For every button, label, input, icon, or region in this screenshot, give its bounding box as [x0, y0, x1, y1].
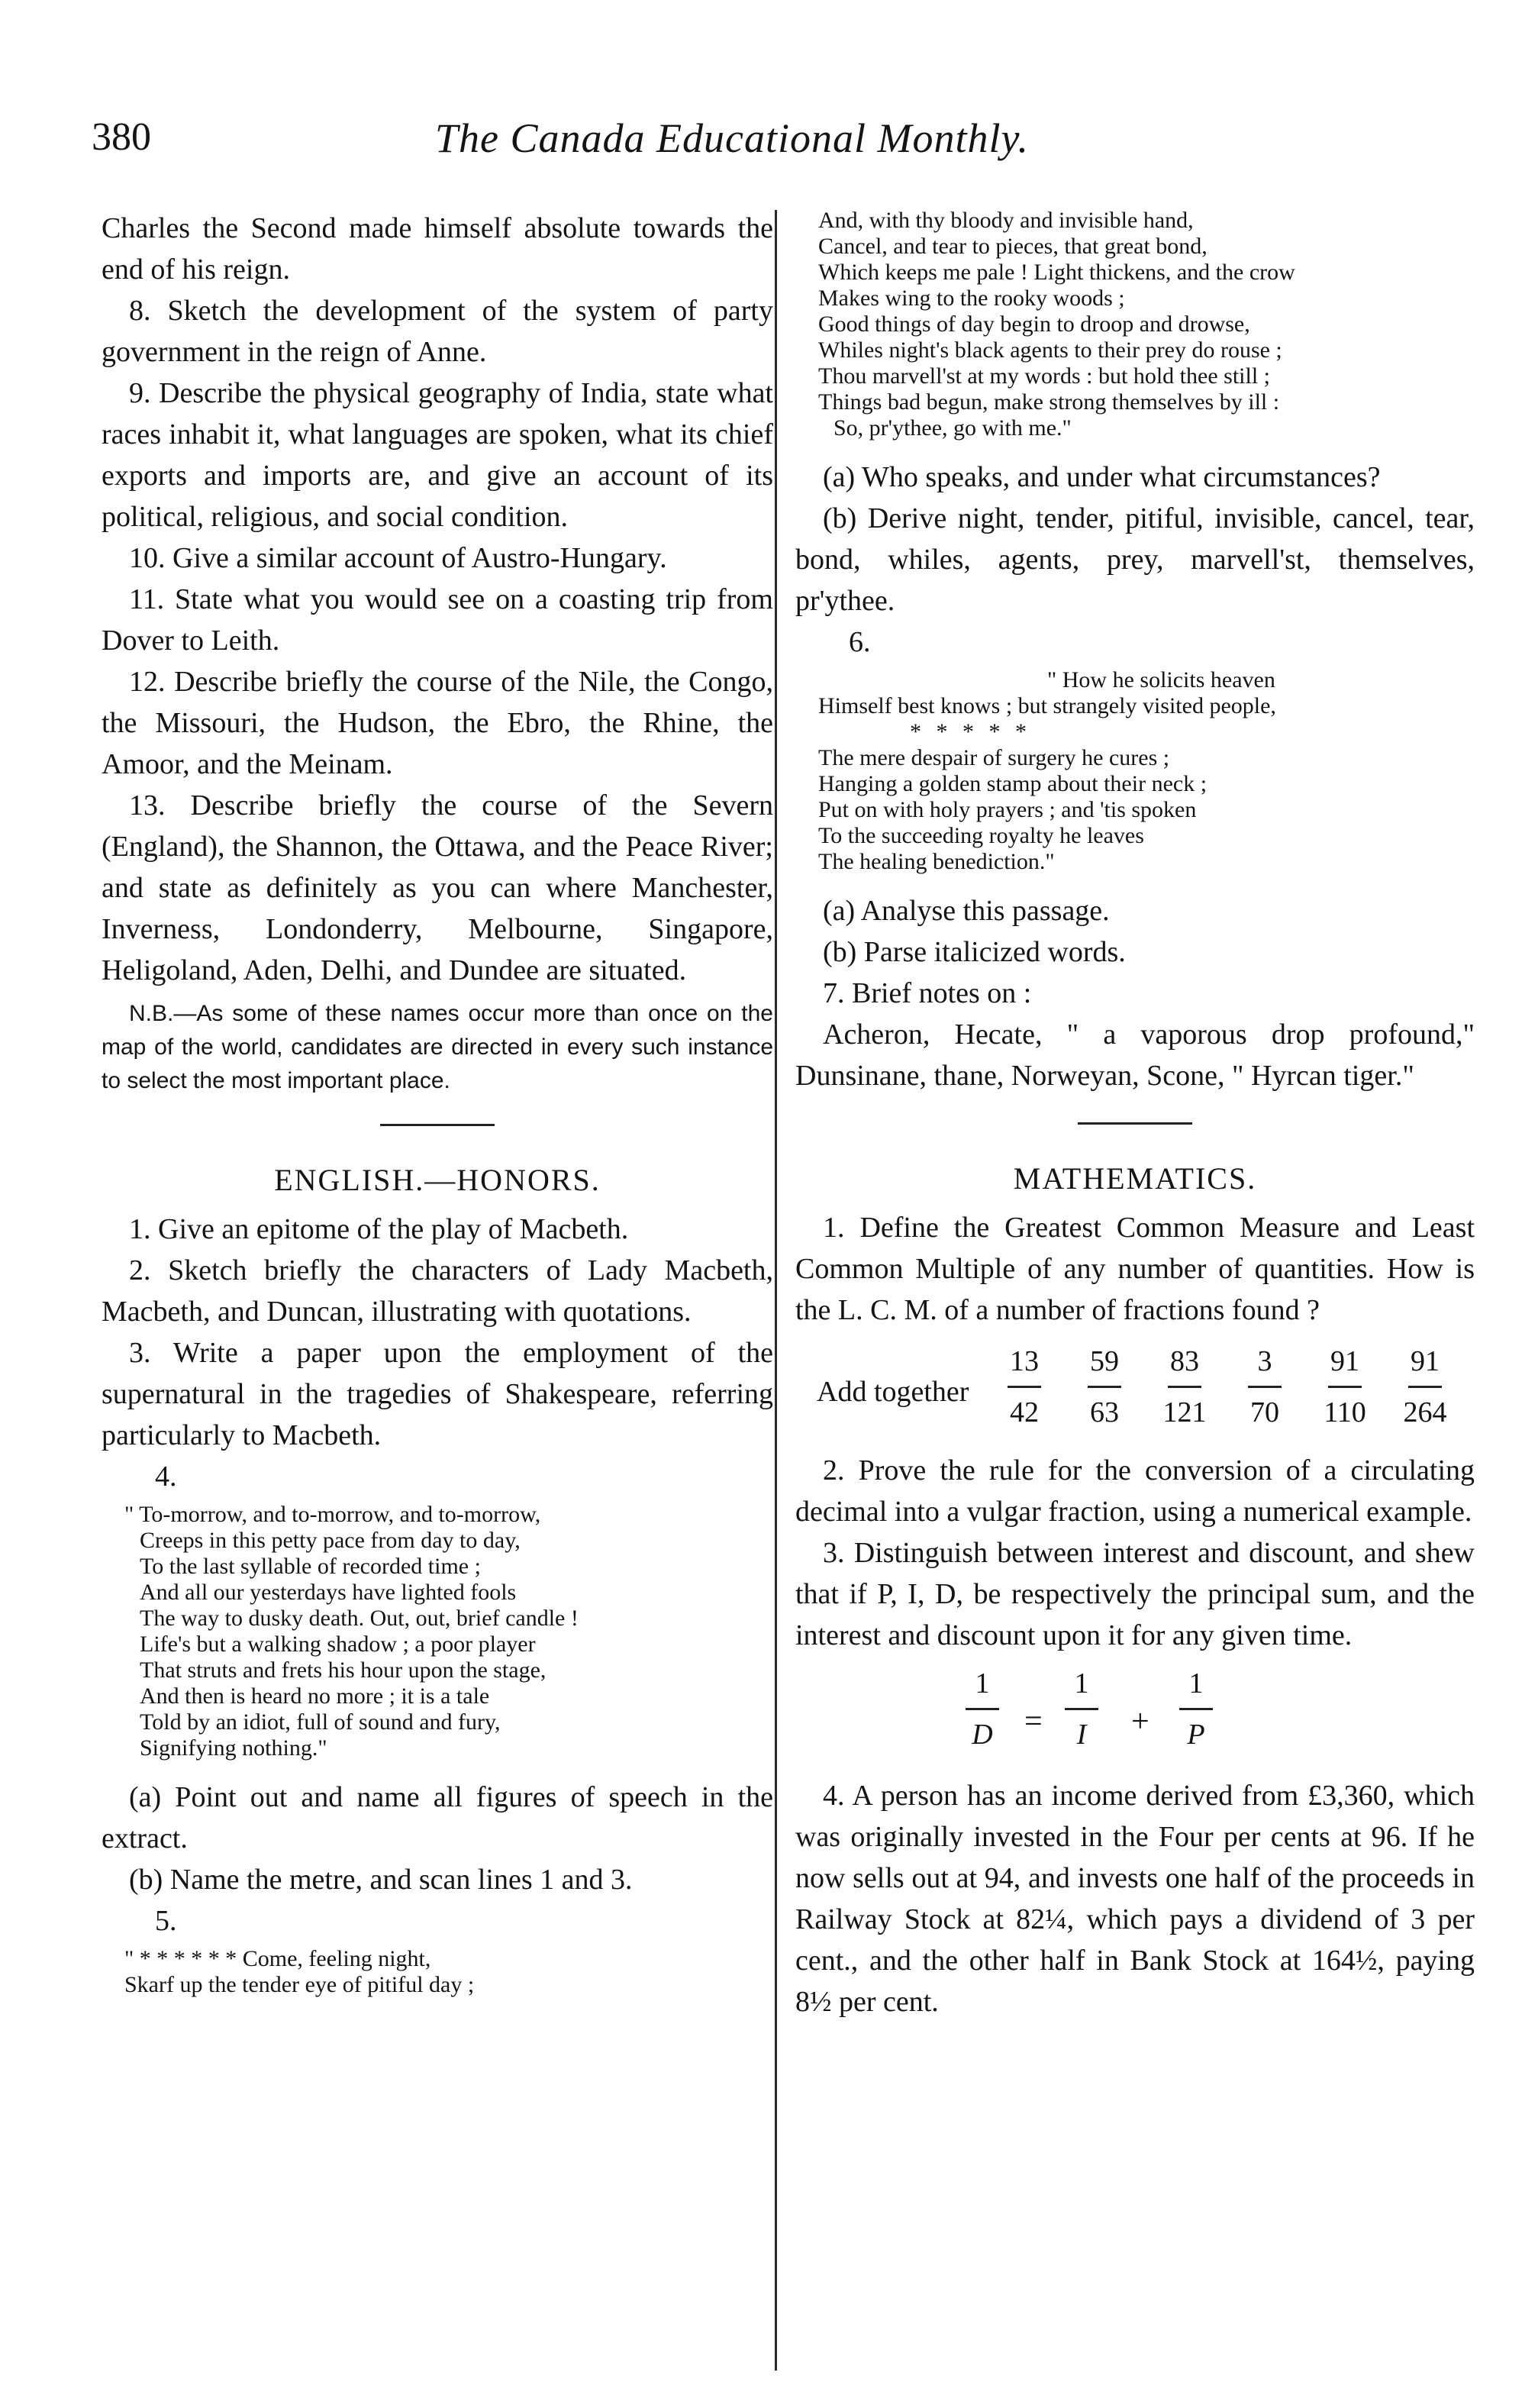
macbeth-healing-verse [795, 667, 1475, 875]
verse-line: Himself best knows ; but strangely visited people, [818, 693, 1276, 718]
mathematics-heading: MATHEMATICS. [1013, 1161, 1257, 1196]
fraction-numerator: 13 [1010, 1345, 1039, 1377]
fraction-numerator: 3 [1257, 1345, 1272, 1377]
geography-q9: 9. Describe the physical geography of India, state what races inhabit it, what languages are spoken, what its chief exports and imports are, and give an account of its political, religious, and social condition. [102, 377, 773, 533]
english-q5b: (b) Derive night, tender, pitiful, invisible, cancel, tear, bond, whiles, agents, prey, marvell'st, themselves, pr'ythee. [795, 502, 1475, 617]
english-honors-heading: ENGLISH.—HONORS. [274, 1163, 601, 1197]
macbeth-night-verse-cont [795, 208, 1475, 441]
english-q1: 1. Give an epitome of the play of Macbeth. [129, 1213, 629, 1245]
verse-line: So, pr'ythee, go with me." [833, 415, 1072, 441]
fraction-numerator: 91 [1411, 1345, 1440, 1377]
section-rule [380, 1124, 495, 1126]
geography-q11: 11. State what you would see on a coasting trip from Dover to Leith. [102, 583, 773, 657]
math-q2: 2. Prove the rule for the conversion of a circulating decimal into a vulgar fraction, using a numerical example. [795, 1454, 1475, 1528]
verse-line: And, with thy bloody and invisible hand, [818, 208, 1194, 233]
fraction-denominator: 63 [1090, 1396, 1119, 1428]
verse-line: Good things of day begin to droop and drowse, [818, 311, 1250, 337]
verse-line: The mere despair of surgery he cures ; [818, 745, 1170, 770]
fraction-numerator: 1 [975, 1667, 990, 1699]
math-q3: 3. Distinguish between interest and discount, and shew that if P, I, D, be respectively the principal sum, and the interest and discount upon it for any given time. [795, 1537, 1475, 1651]
english-q7-items: Acheron, Hecate, " a vaporous drop profound," Dunsinane, thane, Norweyan, Scone, " Hyrcan tiger." [795, 1018, 1475, 1092]
fraction [1070, 1344, 1139, 1429]
math-q1: 1. Define the Greatest Common Measure and Least Common Multiple of any number of quantities. How is the L. C. M. of a number of fractions found ? [795, 1212, 1475, 1326]
verse-line: Life's but a walking shadow ; a poor player [140, 1632, 536, 1657]
column-divider [775, 210, 777, 2371]
left-column [102, 208, 773, 1998]
fraction-numerator: 91 [1330, 1345, 1359, 1377]
english-q4a: (a) Point out and name all figures of speech in the extract. [102, 1781, 773, 1854]
fraction-denominator: 110 [1324, 1396, 1366, 1428]
verse-line: * * * * * [910, 719, 1031, 744]
macbeth-night-verse [102, 1946, 773, 1998]
fraction [1230, 1344, 1299, 1429]
verse-line: Cancel, and tear to pieces, that great bond, [818, 234, 1208, 259]
verse-line: Put on with holy prayers ; and 'tis spoken [818, 797, 1197, 822]
add-together-fractions [795, 1338, 1475, 1445]
verse-line: Things bad begun, make strong themselves by ill : [818, 389, 1280, 415]
fraction [1047, 1667, 1116, 1751]
fraction [948, 1667, 1017, 1751]
right-column [795, 208, 1475, 2022]
verse-line: Skarf up the tender eye of pitiful day ; [124, 1972, 475, 1997]
english-q6-number: 6. [849, 626, 871, 658]
verse-line: Hanging a golden stamp about their neck ; [818, 771, 1208, 796]
verse-line: Which keeps me pale ! Light thickens, and the crow [818, 260, 1295, 285]
plus-sign: + [1131, 1704, 1149, 1739]
geography-q13: 13. Describe briefly the course of the Severn (England), the Shannon, the Ottawa, and the Peace River; and state as definitely as you can where Manchester, Inverness, Londonderry, Melbourne, Singapore, Heligoland, Aden, Delhi, and Dundee are situated. [102, 789, 773, 986]
verse-line: And then is heard no more ; it is a tale [140, 1683, 490, 1709]
verse-line: And all our yesterdays have lighted fools [140, 1580, 517, 1605]
section-rule [1078, 1122, 1192, 1125]
english-q2: 2. Sketch briefly the characters of Lady Macbeth, Macbeth, and Duncan, illustrating with quotations. [102, 1254, 773, 1328]
fraction-denominator: D [972, 1719, 993, 1751]
fraction [1162, 1667, 1230, 1751]
page-header [92, 115, 1465, 176]
fraction [1311, 1344, 1379, 1429]
fraction-numerator: 1 [1074, 1667, 1089, 1699]
geography-q10: 10. Give a similar account of Austro-Hungary. [129, 542, 667, 574]
verse-line: Thou marvell'st at my words : but hold thee still ; [818, 363, 1271, 389]
verse-line: That struts and frets his hour upon the stage, [140, 1658, 547, 1683]
fraction-denominator: I [1076, 1719, 1087, 1751]
verse-line: Signifying nothing." [140, 1735, 327, 1761]
page-number: 380 [92, 115, 151, 159]
macbeth-tomorrow-verse [102, 1502, 773, 1761]
math-q4: 4. A person has an income derived from £3,360, which was originally invested in the Four per cents at 96. If he now sells out at 94, and invests one half of the proceeds in Railway Stock at 82¼, which pays a dividend of 3 per cent., and the other half in Bank Stock at 164½, paying 8½ per cent. [795, 1780, 1475, 2018]
nb-note: N.B.—As some of these names occur more than once on the map of the world, candidates are directed in every such instance to select the most important place. [102, 1001, 773, 1093]
fraction-denominator: P [1187, 1719, 1205, 1751]
fraction-denominator: 70 [1250, 1396, 1279, 1428]
fraction-denominator: 121 [1162, 1396, 1207, 1428]
english-q7: 7. Brief notes on : [823, 977, 1032, 1009]
running-title: The Canada Educational Monthly. [435, 115, 1029, 161]
english-q4b: (b) Name the metre, and scan lines 1 and 3. [129, 1864, 633, 1896]
verse-line: " How he solicits heaven [1047, 667, 1275, 692]
verse-line: Whiles night's black agents to their prey do rouse ; [818, 337, 1282, 363]
verse-line: Told by an idiot, full of sound and fury, [140, 1709, 501, 1735]
verse-line: To the last syllable of recorded time ; [140, 1554, 481, 1579]
history-q8: 8. Sketch the development of the system of party government in the reign of Anne. [102, 295, 773, 368]
interest-discount-formula [795, 1667, 1475, 1758]
verse-line: The way to dusky death. Out, out, brief candle ! [140, 1606, 579, 1631]
add-together-label: Add together [817, 1376, 969, 1408]
fraction-denominator: 264 [1403, 1396, 1447, 1428]
verse-line: The healing benediction." [818, 849, 1055, 874]
english-q4-number: 4. [155, 1461, 177, 1493]
english-q6b: (b) Parse italicized words. [823, 936, 1126, 968]
fraction-denominator: 42 [1010, 1396, 1039, 1428]
english-q5a: (a) Who speaks, and under what circumstances? [823, 461, 1381, 493]
english-q3: 3. Write a paper upon the employment of the supernatural in the tragedies of Shakespeare, referring particularly to Macbeth. [102, 1337, 773, 1451]
fraction-numerator: 59 [1090, 1345, 1119, 1377]
verse-line: To the succeeding royalty he leaves [818, 823, 1144, 848]
verse-line: Makes wing to the rooky woods ; [818, 286, 1125, 311]
verse-line: Creeps in this petty pace from day to day, [140, 1528, 521, 1553]
fraction [1150, 1344, 1219, 1429]
fraction-numerator: 83 [1170, 1345, 1199, 1377]
verse-line: " * * * * * * Come, feeling night, [124, 1946, 431, 1971]
english-q6a: (a) Analyse this passage. [823, 895, 1110, 927]
history-q7-cont: Charles the Second made himself absolute towards the end of his reign. [102, 212, 773, 286]
fraction [990, 1344, 1059, 1429]
english-q5-number: 5. [155, 1905, 177, 1937]
verse-line: " To-morrow, and to-morrow, and to-morrow, [124, 1502, 541, 1527]
fraction-numerator: 1 [1188, 1667, 1204, 1699]
equals-sign: = [1024, 1704, 1043, 1739]
geography-q12: 12. Describe briefly the course of the Nile, the Congo, the Missouri, the Hudson, the Ebro, the Rhine, the Amoor, and the Meinam. [102, 666, 773, 780]
fraction [1391, 1344, 1459, 1429]
